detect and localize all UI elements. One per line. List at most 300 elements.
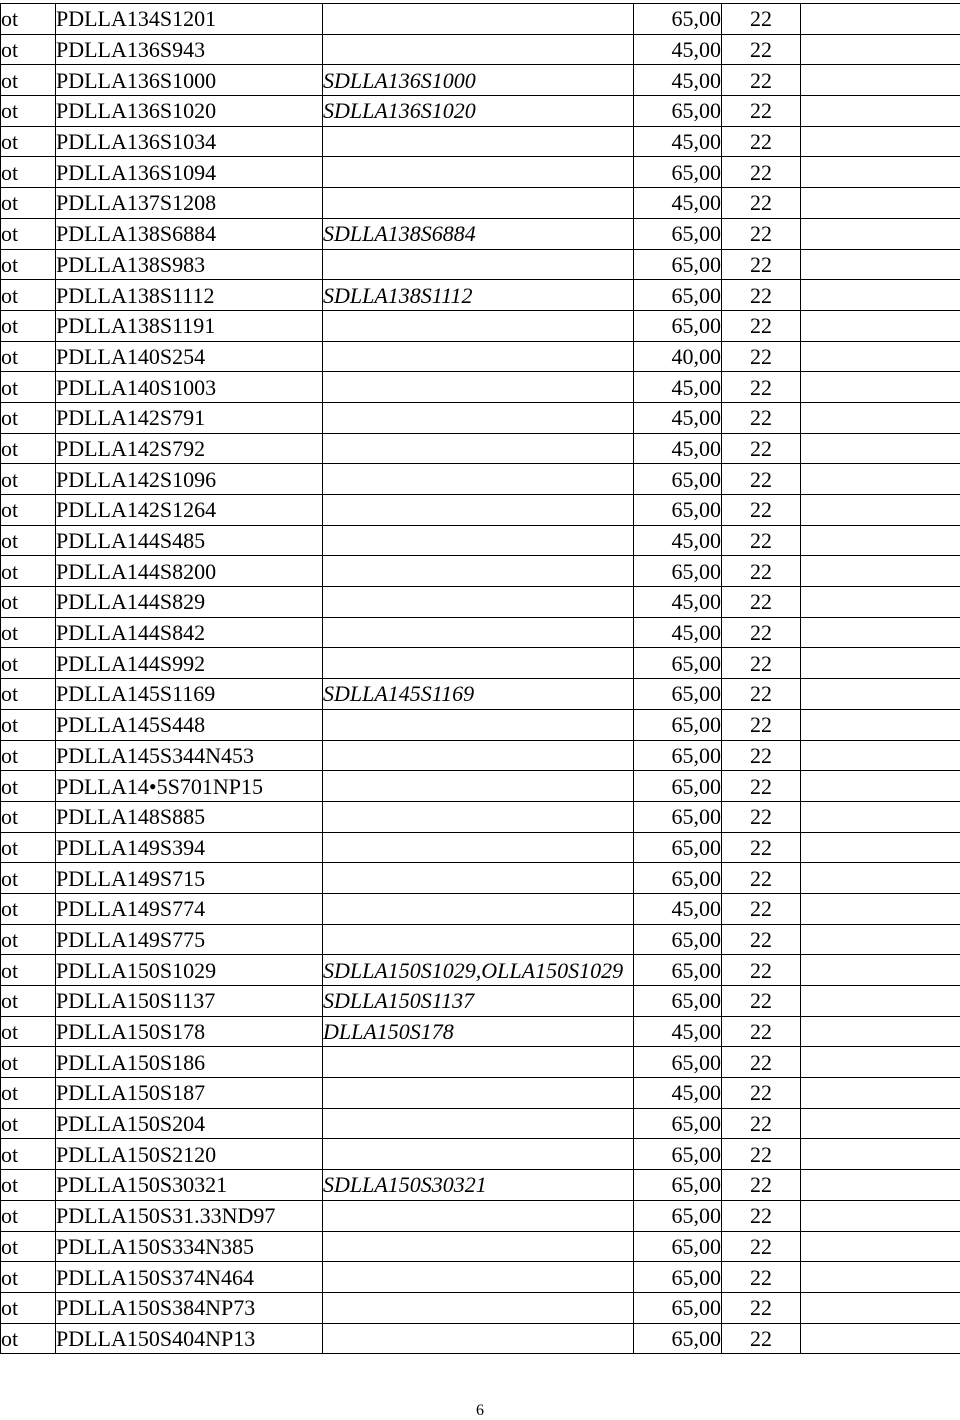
table-row xyxy=(1,1016,960,1047)
cell-price: 65,00 xyxy=(634,1231,722,1262)
table-row xyxy=(1,126,960,157)
cell-empty xyxy=(801,1200,960,1231)
cell-type: ot xyxy=(1,126,56,157)
cell-qty: 22 xyxy=(722,801,801,832)
cell-alt-code xyxy=(323,648,634,679)
cell-type: ot xyxy=(1,771,56,802)
cell-type: ot xyxy=(1,249,56,280)
cell-code: PDLLA150S30321 xyxy=(56,1170,323,1201)
cell-qty: 22 xyxy=(722,65,801,96)
table-row xyxy=(1,495,960,526)
cell-price: 45,00 xyxy=(634,1078,722,1109)
cell-type: ot xyxy=(1,280,56,311)
cell-qty: 22 xyxy=(722,402,801,433)
cell-code: PDLLA144S8200 xyxy=(56,556,323,587)
cell-code: PDLLA150S1029 xyxy=(56,955,323,986)
table-row xyxy=(1,801,960,832)
cell-price: 45,00 xyxy=(634,402,722,433)
cell-code: PDLLA134S1201 xyxy=(56,4,323,35)
cell-empty xyxy=(801,96,960,127)
cell-empty xyxy=(801,126,960,157)
cell-empty xyxy=(801,1016,960,1047)
cell-type: ot xyxy=(1,1262,56,1293)
table-row xyxy=(1,679,960,710)
table-row xyxy=(1,1231,960,1262)
cell-code: PDLLA142S791 xyxy=(56,402,323,433)
table-row xyxy=(1,1200,960,1231)
cell-alt-code xyxy=(323,464,634,495)
table-row xyxy=(1,280,960,311)
table-row xyxy=(1,955,960,986)
cell-code: PDLLA149S394 xyxy=(56,832,323,863)
cell-qty: 22 xyxy=(722,4,801,35)
cell-type: ot xyxy=(1,709,56,740)
cell-alt-code xyxy=(323,1108,634,1139)
cell-type: ot xyxy=(1,96,56,127)
cell-qty: 22 xyxy=(722,832,801,863)
cell-alt-code xyxy=(323,433,634,464)
cell-price: 45,00 xyxy=(634,188,722,219)
cell-type: ot xyxy=(1,617,56,648)
cell-price: 65,00 xyxy=(634,1200,722,1231)
cell-qty: 22 xyxy=(722,1108,801,1139)
cell-type: ot xyxy=(1,310,56,341)
table-row xyxy=(1,1170,960,1201)
cell-code: PDLLA136S1020 xyxy=(56,96,323,127)
cell-empty xyxy=(801,1323,960,1354)
cell-code: PDLLA136S1034 xyxy=(56,126,323,157)
cell-qty: 22 xyxy=(722,1016,801,1047)
cell-code: PDLLA136S943 xyxy=(56,34,323,65)
cell-empty xyxy=(801,1170,960,1201)
cell-empty xyxy=(801,924,960,955)
cell-qty: 22 xyxy=(722,893,801,924)
cell-code: PDLLA150S404NP13 xyxy=(56,1323,323,1354)
cell-price: 45,00 xyxy=(634,525,722,556)
table-row xyxy=(1,587,960,618)
cell-code: PDLLA138S1191 xyxy=(56,310,323,341)
cell-price: 45,00 xyxy=(634,1016,722,1047)
cell-code: PDLLA142S1264 xyxy=(56,495,323,526)
cell-code: PDLLA142S792 xyxy=(56,433,323,464)
cell-code: PDLLA138S1112 xyxy=(56,280,323,311)
cell-code: PDLLA144S842 xyxy=(56,617,323,648)
cell-type: ot xyxy=(1,587,56,618)
cell-qty: 22 xyxy=(722,1078,801,1109)
cell-qty: 22 xyxy=(722,1139,801,1170)
cell-qty: 22 xyxy=(722,740,801,771)
cell-type: ot xyxy=(1,740,56,771)
table-row xyxy=(1,310,960,341)
cell-empty xyxy=(801,1078,960,1109)
cell-price: 65,00 xyxy=(634,924,722,955)
table-row xyxy=(1,709,960,740)
cell-price: 65,00 xyxy=(634,556,722,587)
table-row xyxy=(1,464,960,495)
cell-price: 65,00 xyxy=(634,1170,722,1201)
table-row xyxy=(1,1262,960,1293)
cell-code: PDLLA150S204 xyxy=(56,1108,323,1139)
cell-alt-code: SDLLA150S30321 xyxy=(323,1170,634,1201)
table-row xyxy=(1,832,960,863)
cell-price: 65,00 xyxy=(634,1292,722,1323)
cell-code: PDLLA149S775 xyxy=(56,924,323,955)
cell-price: 65,00 xyxy=(634,495,722,526)
cell-price: 65,00 xyxy=(634,986,722,1017)
cell-qty: 22 xyxy=(722,310,801,341)
cell-alt-code xyxy=(323,1047,634,1078)
cell-type: ot xyxy=(1,1108,56,1139)
cell-qty: 22 xyxy=(722,863,801,894)
cell-price: 65,00 xyxy=(634,709,722,740)
cell-alt-code xyxy=(323,525,634,556)
cell-type: ot xyxy=(1,402,56,433)
cell-qty: 22 xyxy=(722,96,801,127)
cell-alt-code xyxy=(323,924,634,955)
cell-empty xyxy=(801,955,960,986)
table-row xyxy=(1,96,960,127)
cell-alt-code xyxy=(323,801,634,832)
cell-type: ot xyxy=(1,1200,56,1231)
cell-price: 65,00 xyxy=(634,1323,722,1354)
cell-type: ot xyxy=(1,863,56,894)
cell-code: PDLLA150S31.33ND97 xyxy=(56,1200,323,1231)
cell-empty xyxy=(801,986,960,1017)
cell-qty: 22 xyxy=(722,126,801,157)
cell-qty: 22 xyxy=(722,341,801,372)
cell-qty: 22 xyxy=(722,679,801,710)
cell-alt-code xyxy=(323,1323,634,1354)
cell-price: 65,00 xyxy=(634,218,722,249)
cell-empty xyxy=(801,1139,960,1170)
cell-code: PDLLA149S715 xyxy=(56,863,323,894)
cell-alt-code xyxy=(323,740,634,771)
cell-qty: 22 xyxy=(722,249,801,280)
cell-alt-code: DLLA150S178 xyxy=(323,1016,634,1047)
cell-code: PDLLA136S1000 xyxy=(56,65,323,96)
cell-type: ot xyxy=(1,986,56,1017)
cell-empty xyxy=(801,433,960,464)
cell-alt-code xyxy=(323,771,634,802)
cell-price: 65,00 xyxy=(634,157,722,188)
table-row xyxy=(1,648,960,679)
cell-qty: 22 xyxy=(722,34,801,65)
cell-code: PDLLA136S1094 xyxy=(56,157,323,188)
cell-price: 45,00 xyxy=(634,893,722,924)
cell-qty: 22 xyxy=(722,648,801,679)
cell-price: 65,00 xyxy=(634,280,722,311)
product-table-body xyxy=(1,4,960,1354)
cell-alt-code xyxy=(323,617,634,648)
cell-type: ot xyxy=(1,218,56,249)
cell-price: 65,00 xyxy=(634,96,722,127)
cell-code: PDLLA150S187 xyxy=(56,1078,323,1109)
cell-empty xyxy=(801,679,960,710)
cell-qty: 22 xyxy=(722,556,801,587)
table-row xyxy=(1,249,960,280)
cell-price: 45,00 xyxy=(634,65,722,96)
table-row xyxy=(1,188,960,219)
table-row xyxy=(1,525,960,556)
cell-qty: 22 xyxy=(722,433,801,464)
cell-empty xyxy=(801,709,960,740)
cell-price: 65,00 xyxy=(634,955,722,986)
cell-empty xyxy=(801,1292,960,1323)
cell-qty: 22 xyxy=(722,157,801,188)
table-row xyxy=(1,1323,960,1354)
cell-qty: 22 xyxy=(722,218,801,249)
table-row xyxy=(1,1139,960,1170)
cell-alt-code xyxy=(323,34,634,65)
cell-empty xyxy=(801,1231,960,1262)
cell-price: 45,00 xyxy=(634,433,722,464)
cell-type: ot xyxy=(1,495,56,526)
cell-alt-code xyxy=(323,372,634,403)
cell-code: PDLLA145S344N453 xyxy=(56,740,323,771)
cell-empty xyxy=(801,310,960,341)
cell-code: PDLLA144S485 xyxy=(56,525,323,556)
cell-qty: 22 xyxy=(722,188,801,219)
cell-alt-code xyxy=(323,1231,634,1262)
cell-type: ot xyxy=(1,433,56,464)
table-row xyxy=(1,771,960,802)
cell-empty xyxy=(801,771,960,802)
table-row xyxy=(1,1047,960,1078)
table-row xyxy=(1,863,960,894)
cell-alt-code xyxy=(323,188,634,219)
cell-code: PDLLA150S334N385 xyxy=(56,1231,323,1262)
table-row xyxy=(1,157,960,188)
cell-type: ot xyxy=(1,65,56,96)
cell-code: PDLLA144S829 xyxy=(56,587,323,618)
cell-empty xyxy=(801,218,960,249)
cell-code: PDLLA138S6884 xyxy=(56,218,323,249)
cell-qty: 22 xyxy=(722,1262,801,1293)
table-row xyxy=(1,1292,960,1323)
cell-price: 65,00 xyxy=(634,679,722,710)
cell-qty: 22 xyxy=(722,986,801,1017)
cell-alt-code xyxy=(323,402,634,433)
cell-empty xyxy=(801,1047,960,1078)
cell-price: 65,00 xyxy=(634,832,722,863)
cell-empty xyxy=(801,4,960,35)
cell-code: PDLLA144S992 xyxy=(56,648,323,679)
cell-alt-code xyxy=(323,341,634,372)
cell-price: 65,00 xyxy=(634,1108,722,1139)
cell-empty xyxy=(801,402,960,433)
cell-empty xyxy=(801,893,960,924)
cell-price: 65,00 xyxy=(634,771,722,802)
cell-code: PDLLA142S1096 xyxy=(56,464,323,495)
cell-qty: 22 xyxy=(722,955,801,986)
table-row xyxy=(1,341,960,372)
cell-alt-code: SDLLA136S1020 xyxy=(323,96,634,127)
cell-alt-code xyxy=(323,556,634,587)
cell-price: 65,00 xyxy=(634,863,722,894)
cell-type: ot xyxy=(1,955,56,986)
cell-type: ot xyxy=(1,1047,56,1078)
cell-qty: 22 xyxy=(722,617,801,648)
cell-qty: 22 xyxy=(722,587,801,618)
cell-alt-code xyxy=(323,157,634,188)
cell-qty: 22 xyxy=(722,525,801,556)
table-row xyxy=(1,1078,960,1109)
cell-empty xyxy=(801,495,960,526)
table-row xyxy=(1,433,960,464)
cell-empty xyxy=(801,832,960,863)
table-row xyxy=(1,372,960,403)
cell-empty xyxy=(801,617,960,648)
cell-type: ot xyxy=(1,1139,56,1170)
cell-empty xyxy=(801,280,960,311)
cell-qty: 22 xyxy=(722,924,801,955)
cell-code: PDLLA137S1208 xyxy=(56,188,323,219)
cell-type: ot xyxy=(1,525,56,556)
cell-empty xyxy=(801,587,960,618)
cell-type: ot xyxy=(1,801,56,832)
cell-code: PDLLA150S384NP73 xyxy=(56,1292,323,1323)
cell-price: 65,00 xyxy=(634,4,722,35)
cell-empty xyxy=(801,801,960,832)
product-table xyxy=(0,3,960,1354)
cell-empty xyxy=(801,34,960,65)
cell-code: PDLLA150S2120 xyxy=(56,1139,323,1170)
cell-alt-code xyxy=(323,1078,634,1109)
cell-price: 65,00 xyxy=(634,464,722,495)
cell-type: ot xyxy=(1,4,56,35)
cell-code: PDLLA150S374N464 xyxy=(56,1262,323,1293)
cell-type: ot xyxy=(1,1292,56,1323)
table-row xyxy=(1,986,960,1017)
cell-code: PDLLA140S1003 xyxy=(56,372,323,403)
table-row xyxy=(1,218,960,249)
cell-code: PDLLA145S448 xyxy=(56,709,323,740)
cell-type: ot xyxy=(1,648,56,679)
cell-type: ot xyxy=(1,188,56,219)
cell-code: PDLLA14•5S701NP15 xyxy=(56,771,323,802)
cell-price: 65,00 xyxy=(634,249,722,280)
cell-qty: 22 xyxy=(722,1231,801,1262)
cell-price: 45,00 xyxy=(634,587,722,618)
table-row xyxy=(1,924,960,955)
cell-price: 45,00 xyxy=(634,126,722,157)
cell-alt-code xyxy=(323,1200,634,1231)
cell-alt-code xyxy=(323,1139,634,1170)
cell-price: 45,00 xyxy=(634,34,722,65)
cell-empty xyxy=(801,341,960,372)
cell-qty: 22 xyxy=(722,464,801,495)
table-row xyxy=(1,65,960,96)
cell-code: PDLLA149S774 xyxy=(56,893,323,924)
cell-price: 65,00 xyxy=(634,740,722,771)
cell-code: PDLLA145S1169 xyxy=(56,679,323,710)
cell-alt-code xyxy=(323,126,634,157)
cell-alt-code xyxy=(323,709,634,740)
cell-code: PDLLA140S254 xyxy=(56,341,323,372)
cell-alt-code xyxy=(323,495,634,526)
table-row xyxy=(1,893,960,924)
cell-type: ot xyxy=(1,1323,56,1354)
cell-type: ot xyxy=(1,1078,56,1109)
table-row xyxy=(1,402,960,433)
cell-qty: 22 xyxy=(722,1047,801,1078)
cell-alt-code: SDLLA136S1000 xyxy=(323,65,634,96)
table-row xyxy=(1,617,960,648)
cell-empty xyxy=(801,188,960,219)
cell-type: ot xyxy=(1,341,56,372)
page-number: 6 xyxy=(0,1402,960,1420)
cell-empty xyxy=(801,863,960,894)
cell-type: ot xyxy=(1,556,56,587)
cell-qty: 22 xyxy=(722,771,801,802)
cell-price: 65,00 xyxy=(634,801,722,832)
cell-empty xyxy=(801,740,960,771)
cell-empty xyxy=(801,556,960,587)
cell-type: ot xyxy=(1,34,56,65)
cell-code: PDLLA150S1137 xyxy=(56,986,323,1017)
cell-price: 65,00 xyxy=(634,310,722,341)
cell-type: ot xyxy=(1,372,56,403)
cell-alt-code xyxy=(323,310,634,341)
cell-type: ot xyxy=(1,1231,56,1262)
cell-price: 65,00 xyxy=(634,1139,722,1170)
cell-alt-code xyxy=(323,587,634,618)
cell-type: ot xyxy=(1,157,56,188)
cell-alt-code xyxy=(323,1292,634,1323)
cell-alt-code: SDLLA138S6884 xyxy=(323,218,634,249)
cell-alt-code: SDLLA150S1137 xyxy=(323,986,634,1017)
cell-empty xyxy=(801,65,960,96)
cell-type: ot xyxy=(1,832,56,863)
cell-alt-code xyxy=(323,893,634,924)
cell-alt-code: SDLLA150S1029,OLLA150S1029 xyxy=(323,955,634,986)
table-row xyxy=(1,740,960,771)
table-row xyxy=(1,4,960,35)
cell-alt-code xyxy=(323,832,634,863)
table-row xyxy=(1,34,960,65)
cell-empty xyxy=(801,1108,960,1139)
cell-alt-code xyxy=(323,249,634,280)
cell-empty xyxy=(801,464,960,495)
cell-qty: 22 xyxy=(722,709,801,740)
cell-code: PDLLA138S983 xyxy=(56,249,323,280)
cell-qty: 22 xyxy=(722,1323,801,1354)
cell-price: 40,00 xyxy=(634,341,722,372)
cell-empty xyxy=(801,525,960,556)
cell-qty: 22 xyxy=(722,1292,801,1323)
cell-type: ot xyxy=(1,679,56,710)
cell-price: 65,00 xyxy=(634,1047,722,1078)
cell-alt-code: SDLLA138S1112 xyxy=(323,280,634,311)
cell-qty: 22 xyxy=(722,372,801,403)
cell-qty: 22 xyxy=(722,495,801,526)
cell-qty: 22 xyxy=(722,1200,801,1231)
cell-code: PDLLA150S186 xyxy=(56,1047,323,1078)
cell-type: ot xyxy=(1,1016,56,1047)
cell-type: ot xyxy=(1,893,56,924)
cell-type: ot xyxy=(1,464,56,495)
cell-type: ot xyxy=(1,1170,56,1201)
cell-alt-code xyxy=(323,4,634,35)
cell-code: PDLLA148S885 xyxy=(56,801,323,832)
table-row xyxy=(1,556,960,587)
cell-code: PDLLA150S178 xyxy=(56,1016,323,1047)
cell-empty xyxy=(801,648,960,679)
cell-price: 45,00 xyxy=(634,617,722,648)
cell-price: 65,00 xyxy=(634,648,722,679)
cell-empty xyxy=(801,372,960,403)
cell-price: 45,00 xyxy=(634,372,722,403)
